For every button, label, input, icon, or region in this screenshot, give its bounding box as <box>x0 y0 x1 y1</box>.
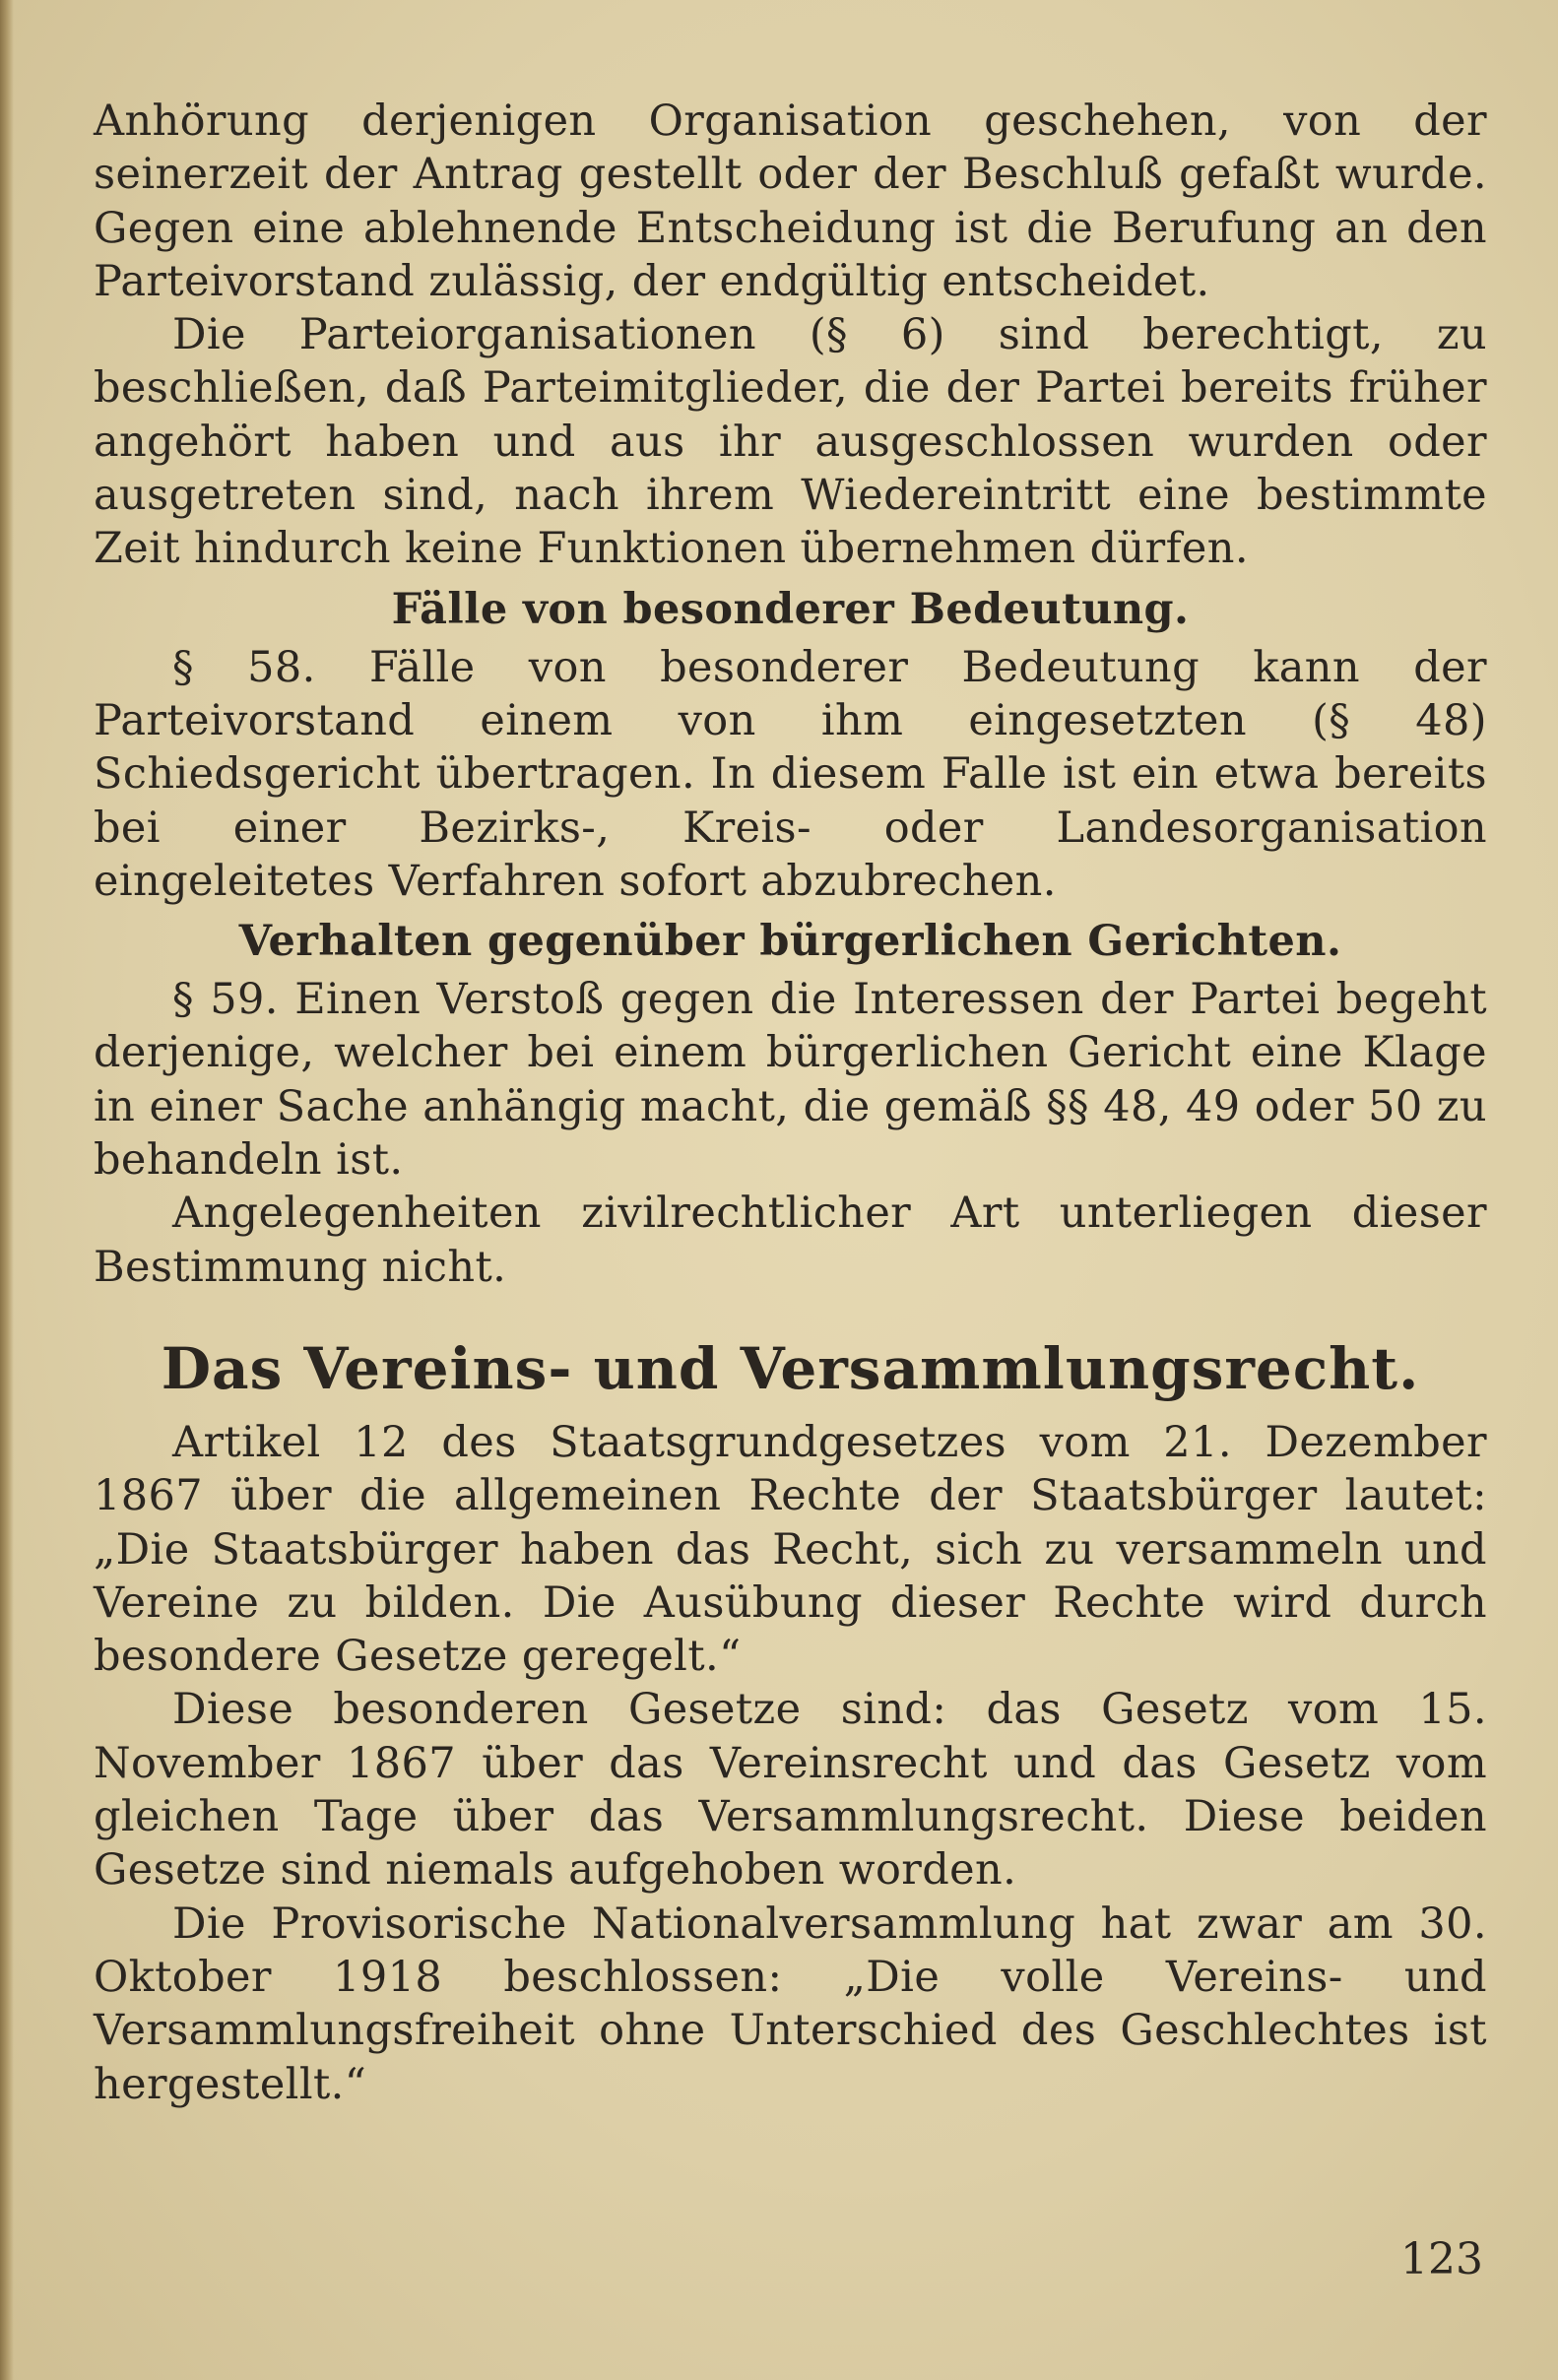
page-spine-shadow <box>0 0 14 2380</box>
heading-special-cases: Fälle von besonderer Bedeutung. <box>391 584 1190 634</box>
paragraph-section-58: § 58. Fälle von besonderer Bedeutung kann der Parteivorstand einem von ihm eingesetzten (§ 48) Schiedsgericht übertragen. In diesem Falle ist ein etwa bereits bei einer Bezirks-, Kreis- oder Landesorganisation eingeleitetes Verfahren sofort abzubrechen. <box>94 642 1487 906</box>
paragraph-continuation: Anhörung derjenigen Organisation geschehen, von der seinerzeit der Antrag gestellt oder der Beschluß gefaßt wurde. Gegen eine ablehnende Entscheidung ist die Berufung an den Parteivorstand zulässig, der endgültig entscheidet. <box>94 96 1487 306</box>
paragraph-civil-matters: Angelegenheiten zivilrechtlicher Art unterliegen dieser Bestimmung nicht. <box>94 1189 1487 1292</box>
paragraph-special-laws: Diese besonderen Gesetze sind: das Gesetz vom 15. November 1867 über das Vereinsrecht und das Gesetz vom gleichen Tage über das Versammlungsrecht. Diese beiden Gesetze sind niemals aufgehoben worden. <box>94 1685 1487 1896</box>
paragraph-article-12: Artikel 12 des Staatsgrundgesetzes vom 21. Dezember 1867 über die allgemeinen Rechte der Staatsbürger lautet: „Die Staatsbürger haben das Recht, sich zu versammeln und Vereine zu bilden. Die Ausübung dieser Rechte wird durch besondere Gesetze geregelt.“ <box>94 1417 1487 1682</box>
page-number: 123 <box>1400 2234 1483 2284</box>
page-text <box>94 95 1487 2111</box>
chapter-title: Das Vereins- und Versammlungsrecht. <box>161 1334 1420 1402</box>
paragraph-party-organizations: Die Parteiorganisationen (§ 6) sind berechtigt, zu beschließen, daß Parteimitglieder, die der Partei bereits früher angehört haben und aus ihr ausgeschlossen wurden oder ausgetreten sind, nach ihrem Wiedereintritt eine bestimmte Zeit hindurch keine Funktionen übernehmen dürfen. <box>94 310 1487 574</box>
heading-civil-courts: Verhalten gegenüber bürgerlichen Gerichten. <box>238 917 1342 967</box>
paragraph-national-assembly: Die Provisorische Nationalversammlung hat zwar am 30. Oktober 1918 beschlossen: „Die volle Vereins- und Versammlungsfreiheit ohne Unterschied des Geschlechtes ist hergestellt.“ <box>94 1898 1487 2109</box>
paragraph-section-59: § 59. Einen Verstoß gegen die Interessen der Partei begeht derjenige, welcher bei einem bürgerlichen Gericht eine Klage in einer Sache anhängig macht, die gemäß §§ 48, 49 oder 50 zu behandeln ist. <box>94 975 1487 1186</box>
